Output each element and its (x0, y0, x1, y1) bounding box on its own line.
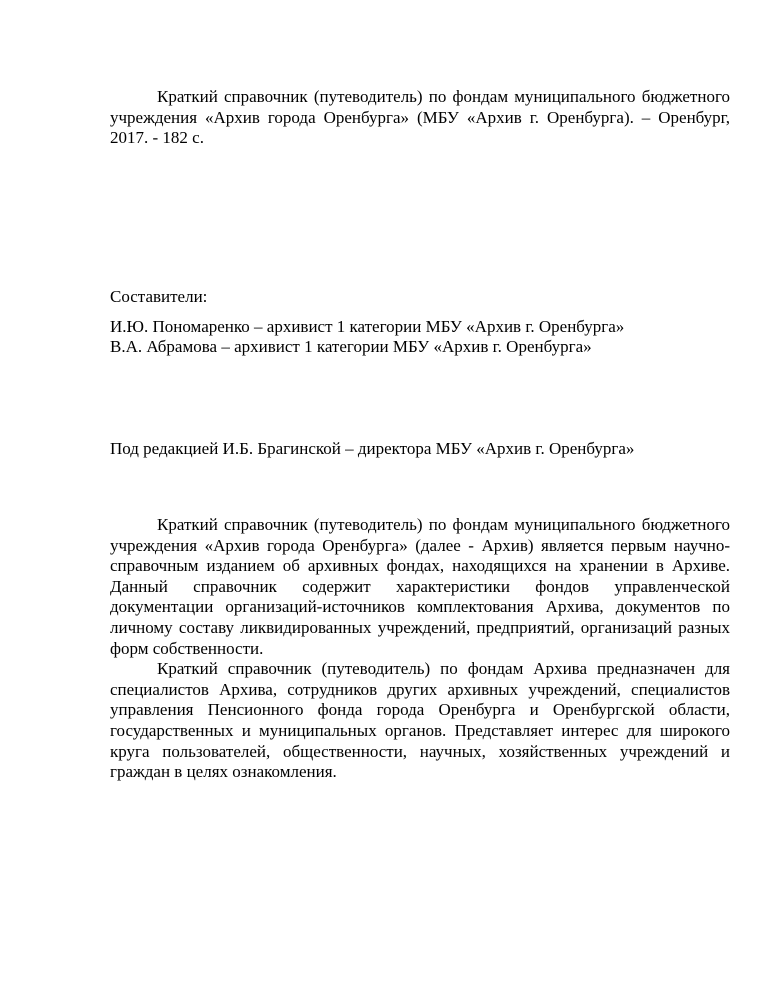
compilers-heading: Составители: (110, 287, 208, 306)
compiler-entry: В.А. Абрамова – архивист 1 категории МБУ «Архив г. Оренбурга» (110, 337, 592, 356)
document-page (110, 0, 730, 994)
abstract (110, 515, 730, 783)
abstract-paragraph: Краткий справочник (путеводитель) по фондам Архива предназначен для специалистов Архива, сотрудников других архивных учреждений, специалистов управления Пенсионного фонда города Оренбурга и Оренбургской области, государственных и муниципальных органов. Представляет интерес для широкого круга пользователей, общественности, научных, хозяйственных учреждений и граждан в целях ознакомления. (110, 659, 730, 782)
abstract-paragraph: Краткий справочник (путеводитель) по фондам муниципального бюджетного учреждения «Архив города Оренбурга» (далее - Архив) является первым научно-справочным изданием об архивных фондах, находящихся на хранении в Архиве. Данный справочник содержит характеристики фондов управленческой документации организаций-источников комплектования Архива, документов по личному составу ликвидированных учреждений, предприятий, организаций разных форм собственности. (110, 515, 730, 658)
bibliographic-citation: Краткий справочник (путеводитель) по фондам муниципального бюджетного учреждения «Архив города Оренбурга» (МБУ «Архив г. Оренбурга). – Оренбург, 2017. - 182 с. (110, 87, 730, 148)
compiler-entry: И.Ю. Пономаренко – архивист 1 категории МБУ «Архив г. Оренбурга» (110, 317, 625, 336)
editor-line: Под редакцией И.Б. Брагинской – директора МБУ «Архив г. Оренбурга» (110, 439, 635, 458)
